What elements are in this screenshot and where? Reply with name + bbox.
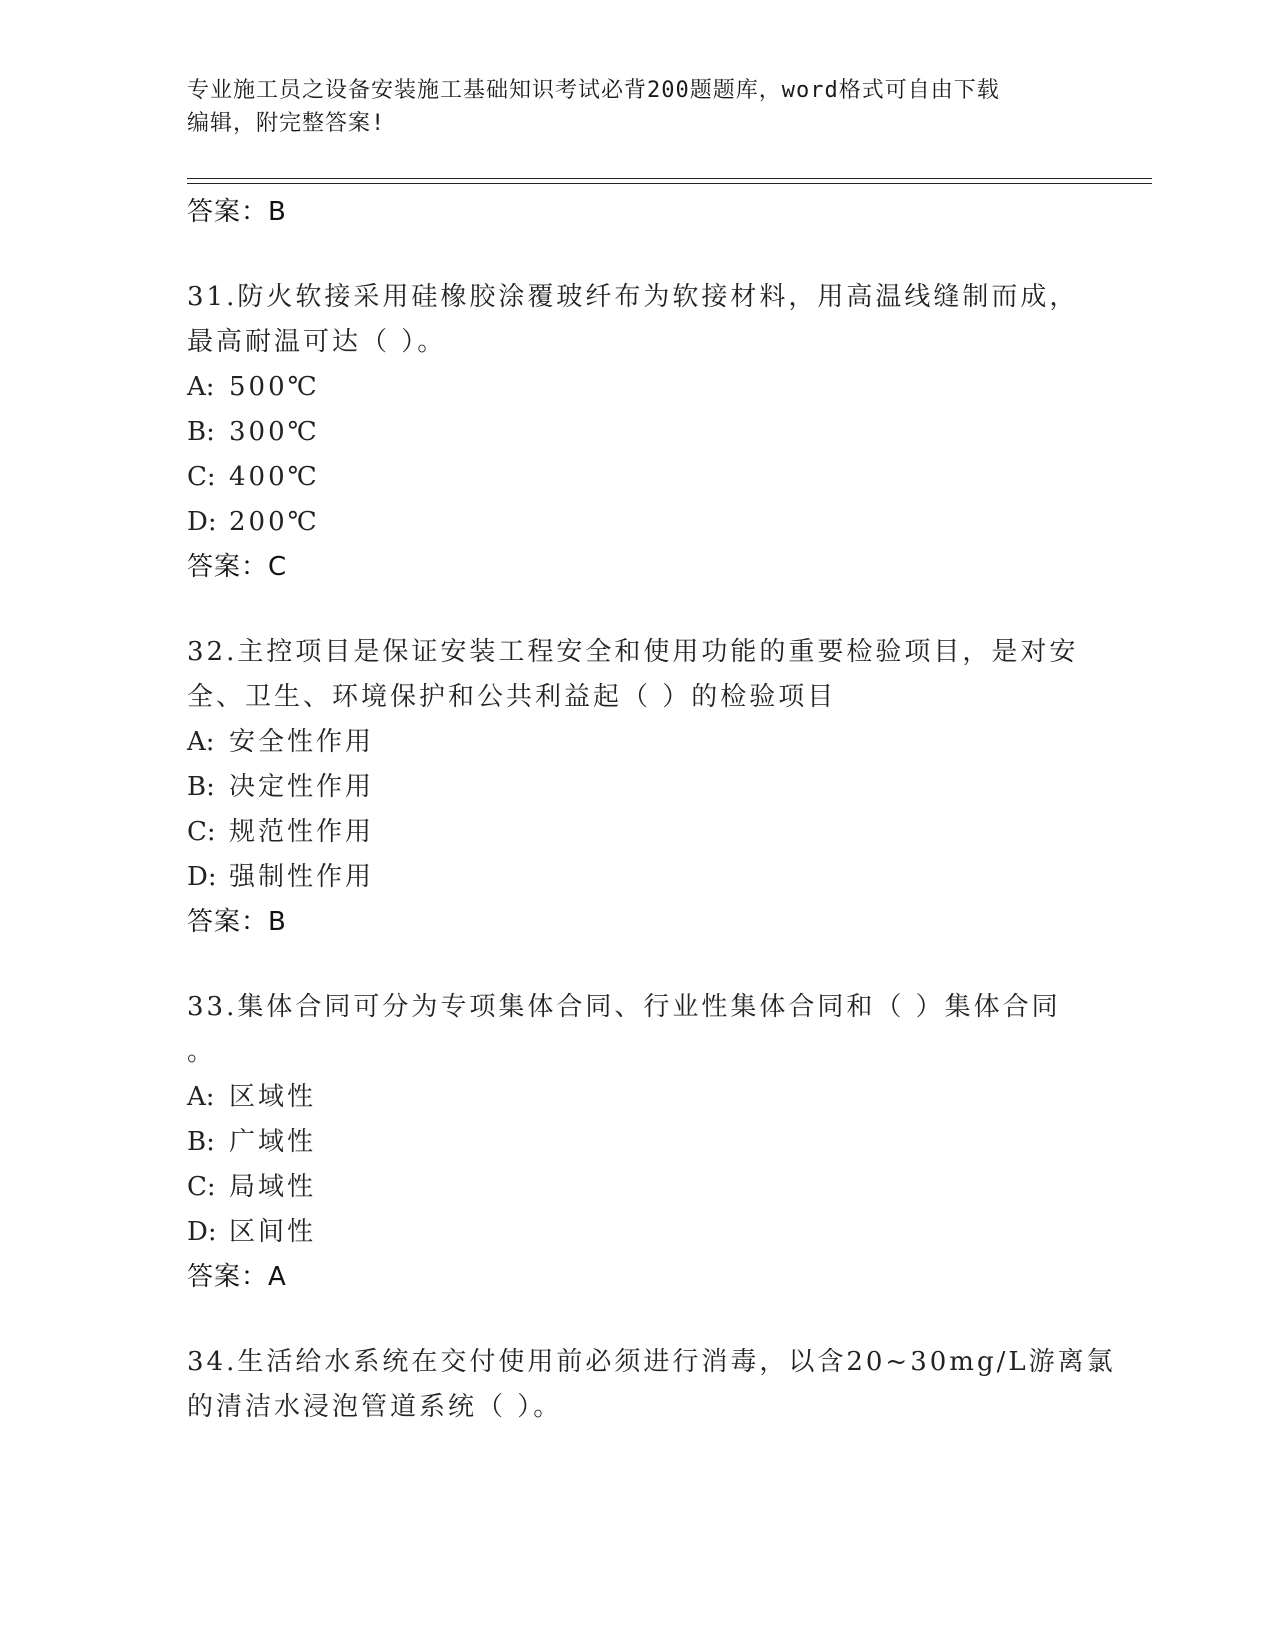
previous-answer: 答案：B xyxy=(187,197,287,227)
option-d xyxy=(187,855,1087,900)
option-key: B: xyxy=(187,772,215,802)
option-d xyxy=(187,500,1087,545)
question-line: 34.生活给水系统在交付使用前必须进行消毒，以含20~30mg/L游离氯 xyxy=(187,1347,1116,1377)
option-key: C: xyxy=(187,817,216,847)
option-text: 规范性作用 xyxy=(229,817,375,847)
option-d xyxy=(187,1210,1087,1255)
option-text: 区间性 xyxy=(229,1217,317,1247)
question-line: 的清洁水浸泡管道系统（ ）。 xyxy=(187,1392,563,1422)
option-c xyxy=(187,1165,1087,1210)
question-line: 31.防火软接采用硅橡胶涂覆玻纤布为软接材料，用高温线缝制而成， xyxy=(187,282,1079,312)
option-key: D: xyxy=(187,1217,217,1247)
question-list xyxy=(187,190,1116,1430)
question-block xyxy=(187,275,1087,589)
question-text xyxy=(187,275,1087,365)
document-header xyxy=(187,74,1067,140)
question-line: 32.主控项目是保证安装工程安全和使用功能的重要检验项目，是对安 xyxy=(187,637,1079,667)
question-block xyxy=(187,630,1087,944)
option-key: C: xyxy=(187,462,216,492)
question-line: 全、卫生、环境保护和公共利益起（ ）的检验项目 xyxy=(187,682,837,712)
answer: 答案：C xyxy=(187,552,288,582)
option-b xyxy=(187,1120,1087,1165)
option-key: D: xyxy=(187,507,217,537)
option-a xyxy=(187,365,1087,410)
header-line-1: 专业施工员之设备安装施工基础知识考试必背200题题库，word格式可自由下载 xyxy=(187,78,1000,103)
option-b xyxy=(187,765,1087,810)
option-text: 局域性 xyxy=(229,1172,317,1202)
option-text: 决定性作用 xyxy=(229,772,375,802)
question-block xyxy=(187,1340,1116,1430)
header-divider-top xyxy=(187,178,1152,179)
option-a xyxy=(187,1075,1087,1120)
option-key: A: xyxy=(187,372,215,402)
option-text: 安全性作用 xyxy=(229,727,375,757)
option-key: B: xyxy=(187,1127,215,1157)
header-divider-bottom xyxy=(187,183,1152,184)
option-key: C: xyxy=(187,1172,216,1202)
option-text: 广域性 xyxy=(229,1127,317,1157)
option-text: 400℃ xyxy=(229,462,320,492)
option-text: 200℃ xyxy=(229,507,320,537)
question-line: 33.集体合同可分为专项集体合同、行业性集体合同和（ ）集体合同 xyxy=(187,992,1061,1022)
option-text: 强制性作用 xyxy=(229,862,375,892)
option-key: B: xyxy=(187,417,215,447)
option-a xyxy=(187,720,1087,765)
answer: 答案：A xyxy=(187,1262,287,1292)
option-b xyxy=(187,410,1087,455)
option-text: 300℃ xyxy=(229,417,320,447)
header-line-2: 编辑，附完整答案! xyxy=(187,111,386,136)
option-key: A: xyxy=(187,1082,215,1112)
question-text xyxy=(187,985,1087,1075)
option-text: 区域性 xyxy=(229,1082,317,1112)
question-line: 。 xyxy=(187,1037,217,1067)
option-c xyxy=(187,455,1087,500)
question-text xyxy=(187,630,1087,720)
answer: 答案：B xyxy=(187,907,287,937)
option-key: A: xyxy=(187,727,215,757)
option-key: D: xyxy=(187,862,217,892)
option-c xyxy=(187,810,1087,855)
question-block xyxy=(187,985,1087,1299)
question-line: 最高耐温可达（ ）。 xyxy=(187,327,447,357)
question-text xyxy=(187,1340,1116,1430)
option-text: 500℃ xyxy=(229,372,320,402)
